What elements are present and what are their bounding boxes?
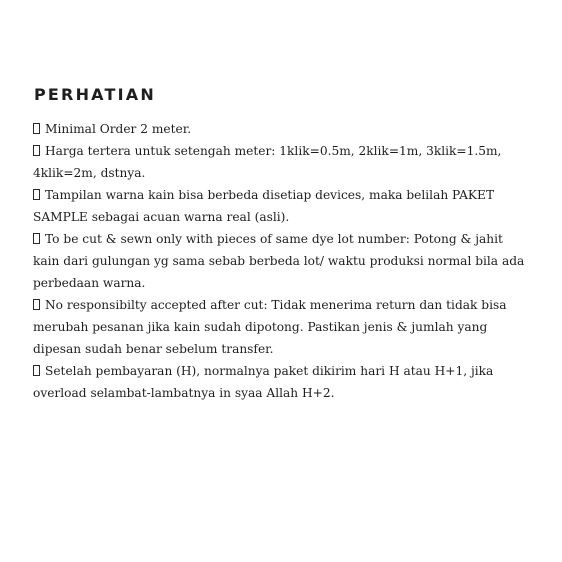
notice-item [33,118,533,140]
bullet-box-icon [33,365,40,376]
bullet-box-icon [33,233,40,244]
notice-text: No responsibilty accepted after cut: Tidak menerima return dan tidak bisa merubah pesanan jika kain sudah dipotong. Pastikan jenis & jumlah yang dipesan sudah benar sebelum transfer. [33,298,507,356]
notice-section [33,84,533,404]
notice-item [33,360,533,404]
notice-item [33,140,533,184]
bullet-box-icon [33,145,40,156]
notice-text: Setelah pembayaran (H), normalnya paket dikirim hari H atau H+1, jika overload selambat-lambatnya in syaa Allah H+2. [33,364,494,400]
notice-list [33,118,533,404]
bullet-box-icon [33,299,40,310]
notice-item [33,228,533,294]
notice-title: PERHATIAN [34,85,156,104]
bullet-box-icon [33,123,40,134]
notice-text: Minimal Order 2 meter. [45,122,192,136]
notice-text: Tampilan warna kain bisa berbeda disetiap devices, maka belilah PAKET SAMPLE sebagai acuan warna real (asli). [33,188,495,224]
notice-text: Harga tertera untuk setengah meter: 1klik=0.5m, 2klik=1m, 3klik=1.5m, 4klik=2m, dstnya. [33,144,502,180]
bullet-box-icon [33,189,40,200]
notice-item [33,294,533,360]
notice-item [33,184,533,228]
notice-text: To be cut & sewn only with pieces of same dye lot number: Potong & jahit kain dari gulungan yg sama sebab berbeda lot/ waktu produksi normal bila ada perbedaan warna. [33,232,525,290]
